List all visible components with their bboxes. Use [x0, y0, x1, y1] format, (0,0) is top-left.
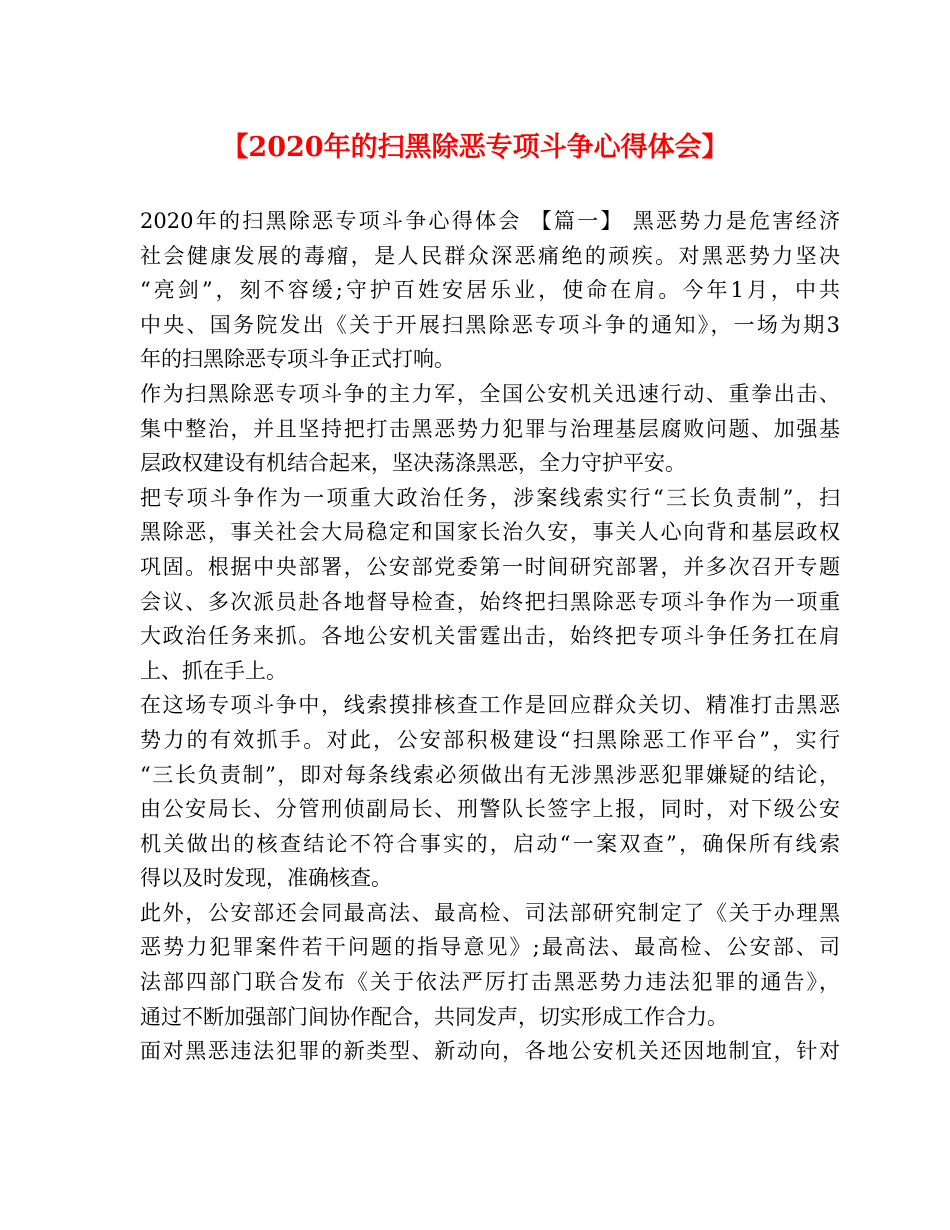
body-line: “三长负责制”，即对每条线索必须做出有无涉黑涉恶犯罪嫌疑的结论，	[140, 762, 840, 787]
body-line: 此外，公安部还会同最高法、最高检、司法部研究制定了《关于办理黑	[140, 900, 840, 925]
body-line: 机关做出的核查结论不符合事实的，启动“一案双查”，确保所有线索	[140, 831, 840, 856]
body-line: 作为扫黑除恶专项斗争的主力军，全国公安机关迅速行动、重拳出击、	[140, 381, 840, 406]
document-title: 【2020年的扫黑除恶专项斗争心得体会】	[221, 132, 729, 163]
body-line: 在这场专项斗争中，线索摸排核查工作是回应群众关切、精准打击黑恶	[140, 693, 840, 718]
body-line: 大政治任务来抓。各地公安机关雷霆出击，始终把专项斗争任务扛在肩	[140, 624, 840, 649]
body-line: 社会健康发展的毒瘤，是人民群众深恶痛绝的顽疾。对黑恶势力坚决	[140, 243, 840, 268]
body-line: 恶势力犯罪案件若干问题的指导意见》;最高法、最高检、公安部、司	[140, 935, 840, 960]
body-line: 2020年的扫黑除恶专项斗争心得体会 【篇一】 黑恶势力是危害经济	[140, 209, 840, 233]
body-line: 中央、国务院发出《关于开展扫黑除恶专项斗争的通知》，一场为期3	[140, 312, 840, 337]
body-line: 集中整治，并且坚持把打击黑恶势力犯罪与治理基层腐败问题、加强基	[140, 416, 840, 441]
body-line: 面对黑恶违法犯罪的新类型、新动向，各地公安机关还因地制宜，针对	[140, 1039, 840, 1064]
body-line: 把专项斗争作为一项重大政治任务，涉案线索实行“三长负责制”，扫	[140, 485, 840, 510]
body-line: 会议、多次派员赴各地督导检查，始终把扫黑除恶专项斗争作为一项重	[140, 589, 840, 614]
body-line: 通过不断加强部门间协作配合，共同发声，切实形成工作合力。	[140, 1004, 728, 1029]
document-body	[140, 204, 840, 1069]
body-line: 由公安局长、分管刑侦副局长、刑警队长签字上报，同时，对下级公安	[140, 797, 840, 822]
body-line: 得以及时发现，准确核查。	[140, 866, 392, 891]
body-line: 年的扫黑除恶专项斗争正式打响。	[140, 347, 455, 372]
body-line: “亮剑”，刻不容缓;守护百姓安居乐业，使命在肩。今年1月，中共	[140, 278, 840, 303]
body-line: 巩固。根据中央部署，公安部党委第一时间研究部署，并多次召开专题	[140, 554, 840, 579]
body-line: 层政权建设有机结合起来，坚决荡涤黑恶，全力守护平安。	[140, 451, 686, 476]
body-line: 黑除恶，事关社会大局稳定和国家长治久安，事关人心向背和基层政权	[140, 520, 840, 545]
body-line: 上、抓在手上。	[140, 658, 287, 683]
body-line: 法部四部门联合发布《关于依法严厉打击黑恶势力违法犯罪的通告》，	[140, 970, 840, 995]
body-line: 势力的有效抓手。对此，公安部积极建设“扫黑除恶工作平台”，实行	[140, 727, 840, 752]
